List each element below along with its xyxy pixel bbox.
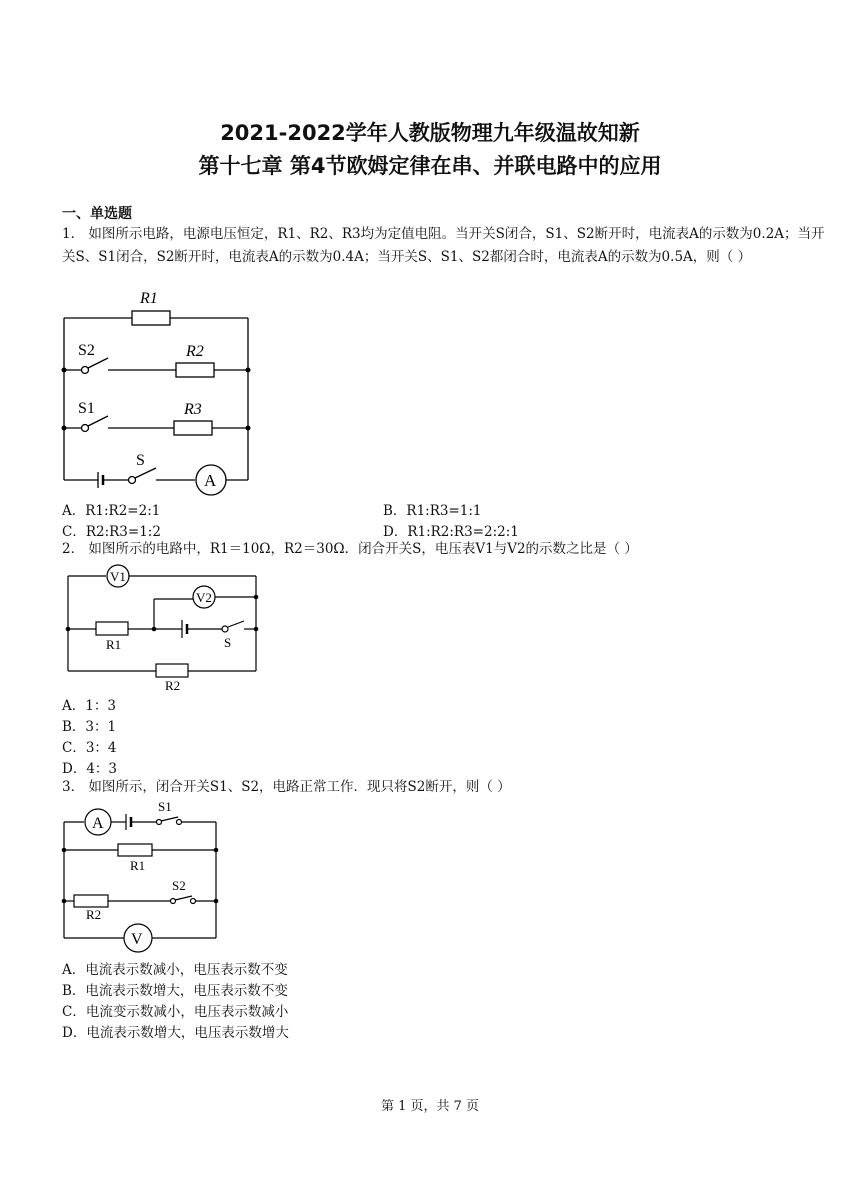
- q1-option-d[interactable]: D．R1:R2:R3=2:2:1: [383, 524, 519, 540]
- q2-option-b[interactable]: B．3：1: [62, 719, 117, 735]
- q2-option-c[interactable]: C．3：4: [62, 740, 117, 756]
- q1-r1-label: R1: [140, 290, 158, 307]
- question-1-text: 1． 如图所示电路，电源电压恒定，R1、R2、R3均为定值电阻。当开关S闭合，S1、S2断开时，电流表A的示数为0.2A；当开关S、S1闭合，S2断开时，电流表A的示数为0.4A；当开关S、S1、S2都闭合时，电流表A的示数为0.5A，则（ ）: [62, 226, 825, 265]
- q3-option-b[interactable]: B．电流表示数增大，电压表示数不变: [62, 983, 288, 999]
- q2-option-a[interactable]: A．1：3: [62, 698, 116, 714]
- question-2-text: 2． 如图所示的电路中，R1＝10Ω，R2＝30Ω．闭合开关S，电压表V1与V2的示数之比是（ ）: [62, 541, 638, 557]
- q1-r3-label: R3: [184, 401, 202, 418]
- question-3-text: 3． 如图所示，闭合开关S1、S2，电路正常工作．现只将S2断开，则（ ）: [62, 779, 511, 795]
- question-2-circuit-figure: [62, 563, 266, 693]
- q2-s-label: S: [224, 635, 232, 650]
- q2-v1-label: V1: [110, 569, 126, 584]
- q3-option-a[interactable]: A．电流表示数减小，电压表示数不变: [62, 962, 288, 978]
- question-1-circuit-figure: [58, 282, 258, 496]
- q1-option-a[interactable]: A．R1:R2=2:1: [62, 503, 161, 519]
- q3-s2-label: S2: [172, 878, 186, 893]
- q2-r2-label: R2: [165, 678, 181, 693]
- document-title-line2: 第十七章 第4节欧姆定律在串、并联电路中的应用: [198, 154, 662, 178]
- document-title-line1: 2021-2022学年人教版物理九年级温故知新: [220, 121, 640, 145]
- page-footer: 第 1 页，共 7 页: [380, 1099, 480, 1114]
- q3-r2-label: R2: [86, 907, 102, 922]
- q2-r1-label: R1: [106, 637, 122, 652]
- q1-s-label: S: [136, 452, 145, 469]
- q3-option-d[interactable]: D．电流表示数增大，电压表示数增大: [62, 1025, 289, 1041]
- q3-ammeter-label: A: [92, 815, 104, 832]
- q3-option-c[interactable]: C．电流变示数减小，电压表示数减小: [62, 1004, 289, 1020]
- q2-v2-label: V2: [196, 590, 212, 605]
- q1-r2-label: R2: [186, 343, 204, 360]
- question-3-circuit-figure: [58, 798, 224, 954]
- q3-s1-label: S1: [158, 799, 172, 814]
- q1-option-c[interactable]: C．R2:R3=1:2: [62, 524, 161, 540]
- q1-s2-label: S2: [78, 342, 95, 359]
- q1-ammeter-label: A: [204, 471, 217, 490]
- q3-voltmeter-label: V: [131, 931, 143, 948]
- section-heading: 一、单选题: [62, 206, 132, 222]
- q3-r1-label: R1: [130, 858, 146, 873]
- q2-option-d[interactable]: D．4：3: [62, 761, 118, 777]
- q1-option-b[interactable]: B．R1:R3=1:1: [383, 503, 482, 519]
- q1-s1-label: S1: [78, 400, 95, 417]
